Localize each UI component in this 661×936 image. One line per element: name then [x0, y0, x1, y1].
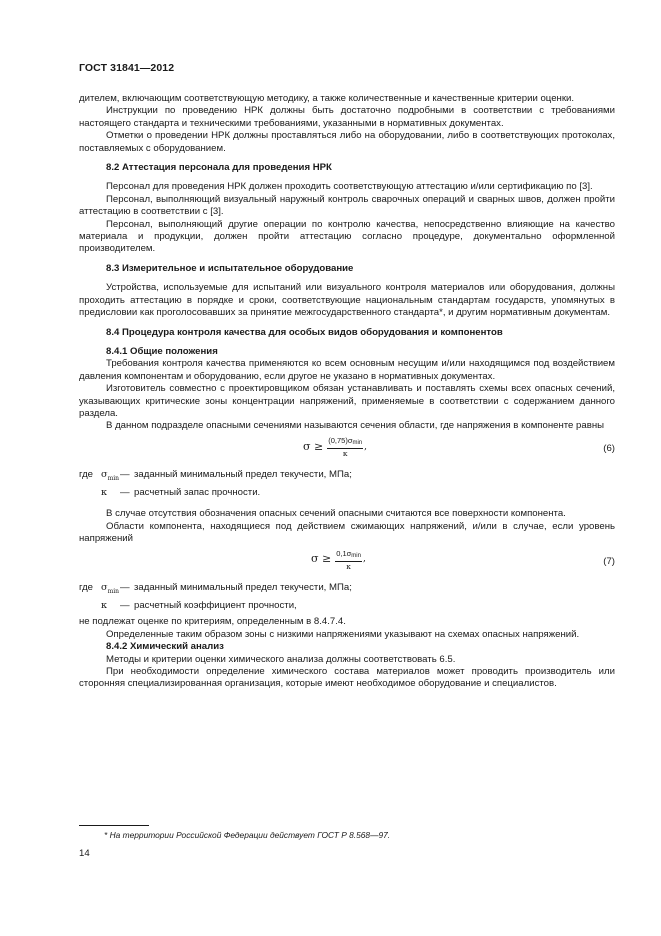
formula-lhs: σ ≥ — [303, 439, 324, 453]
where-lead — [79, 600, 101, 612]
paragraph: не подлежат оценке по критериям, определенным в 8.4.7.4. — [79, 616, 346, 628]
equation-number: (7) — [603, 555, 615, 567]
where-lead — [79, 487, 101, 499]
document-header: ГОСТ 31841—2012 — [79, 62, 175, 74]
where-text: расчетный коэффициент прочности, — [134, 600, 297, 611]
paragraph: Методы и критерии оценки химического анализа должны соответствовать 6.5. — [106, 653, 456, 665]
where-text: расчетный запас прочности. — [134, 487, 261, 499]
fraction-numerator: (0,75)σ — [328, 435, 353, 445]
fraction — [327, 436, 363, 458]
section-heading-8-4: 8.4 Процедура контроля качества для особых видов оборудования и компонентов — [106, 326, 503, 338]
paragraph: Отметки о проведении НРК должны проставляться либо на оборудовании, либо в соответствующих протоколах, поставляемых с оборудованием. — [79, 130, 615, 154]
fraction-numerator: 0,1σ — [336, 548, 352, 558]
document-body — [79, 93, 615, 691]
subscript: min — [351, 552, 361, 559]
fraction-denominator: κ — [342, 448, 348, 458]
section-heading-8-3: 8.3 Измерительное и испытательное оборудование — [106, 262, 354, 274]
formula-lhs: σ ≥ — [311, 552, 332, 566]
subsection-heading-8-4-2: 8.4.2 Химический анализ — [106, 641, 224, 653]
where-dash: — — [120, 581, 130, 593]
where-lead: где — [79, 581, 94, 593]
where-dash: — — [120, 600, 130, 611]
where-symbol: κ — [101, 600, 107, 611]
where-lead: где — [79, 468, 94, 480]
where-row — [79, 600, 615, 612]
where-row — [79, 487, 615, 499]
where-symbol: $\sigma_{min}$ — [101, 468, 120, 482]
section-heading-8-2: 8.2 Аттестация персонала для проведения НРК — [106, 162, 332, 174]
paragraph: Персонал для проведения НРК должен проходить соответствующую аттестацию и/или сертификацию по [3]. — [106, 181, 593, 193]
paragraph: Инструкции по проведению НРК должны быть достаточно подробными в соответствии с требованиями настоящего стандарта и техническими требованиями, указанными в нормативных документах. — [79, 105, 615, 129]
formula-7 — [79, 549, 615, 577]
where-text: заданный минимальный предел текучести, МПа; — [134, 468, 352, 480]
where-symbol: $\sigma_{min}$ — [101, 581, 120, 595]
where-dash: — — [120, 468, 130, 480]
equation-number: (6) — [603, 442, 615, 454]
paragraph: Области компонента, находящиеся под действием сжимающих напряжений, и/или в случае, если уровень напряжений — [79, 520, 615, 545]
formula-punct: , — [362, 554, 366, 565]
paragraph: Персонал, выполняющий другие операции по контролю качества, непосредственно влияющие на качество материала и продукции, должен пройти аттестацию согласно процедуре, документально оформленной производителем. — [79, 218, 615, 255]
fraction — [335, 549, 362, 571]
where-row — [79, 469, 615, 485]
paragraph: Персонал, выполняющий визуальный наружный контроль сварочных операций и сварных швов, должен пройти аттестацию в соответствии с [3]. — [79, 193, 615, 218]
footnote: * На территории Российской Федерации действует ГОСТ Р 8.568—97. — [104, 830, 391, 840]
fraction-denominator: κ — [346, 561, 351, 571]
paragraph: дителем, включающим соответствующую методику, а также количественные и качественные критерии оценки. — [79, 93, 575, 104]
paragraph: В данном подразделе опасными сечениями называются сечения области, где напряжения в компоненте равны — [106, 420, 605, 432]
formula-6 — [79, 436, 615, 464]
paragraph: При необходимости определение химического состава материалов может проводить производитель или сторонняя специализированная организация, которые имеют необходимое оборудование и специалистов. — [79, 666, 615, 690]
subscript: min — [352, 439, 363, 446]
where-text: заданный минимальный предел текучести, МПа; — [134, 581, 352, 593]
formula-punct: , — [364, 441, 368, 452]
where-dash: — — [120, 487, 130, 499]
subsection-heading-8-4-1: 8.4.1 Общие положения — [106, 345, 218, 357]
paragraph: Изготовитель совместно с проектировщиком обязан устанавливать и поставлять схемы всех опасных сечений, указывающих критические зоны концентрации напряжений, применяемые в соответствии с содержанием данного раздела. — [79, 383, 615, 419]
page-number: 14 — [79, 848, 90, 859]
where-row — [79, 582, 615, 598]
paragraph: Определенные таким образом зоны с низкими напряжениями указывают на схемах опасных напряжений. — [106, 628, 580, 640]
paragraph: Требования контроля качества применяются ко всем основным несущим и/или находящимся под воздействием давления компонентам и оборудованию, если другое не указано в нормативных документах. — [79, 358, 615, 382]
paragraph: Устройства, используемые для испытаний или визуального контроля материалов или оборудования, должны проходить аттестацию в порядке и сроки, соответствующие национальным стандартам государств, упомянутых в предисловии как проголосовавших за принятие межгосударственного стандарта*, и другим нормативным документам. — [79, 282, 615, 319]
footnote-separator — [79, 825, 149, 826]
paragraph: В случае отсутствия обозначения опасных сечений опасными считаются все поверхности компонента. — [106, 508, 566, 520]
where-symbol: κ — [101, 487, 107, 499]
